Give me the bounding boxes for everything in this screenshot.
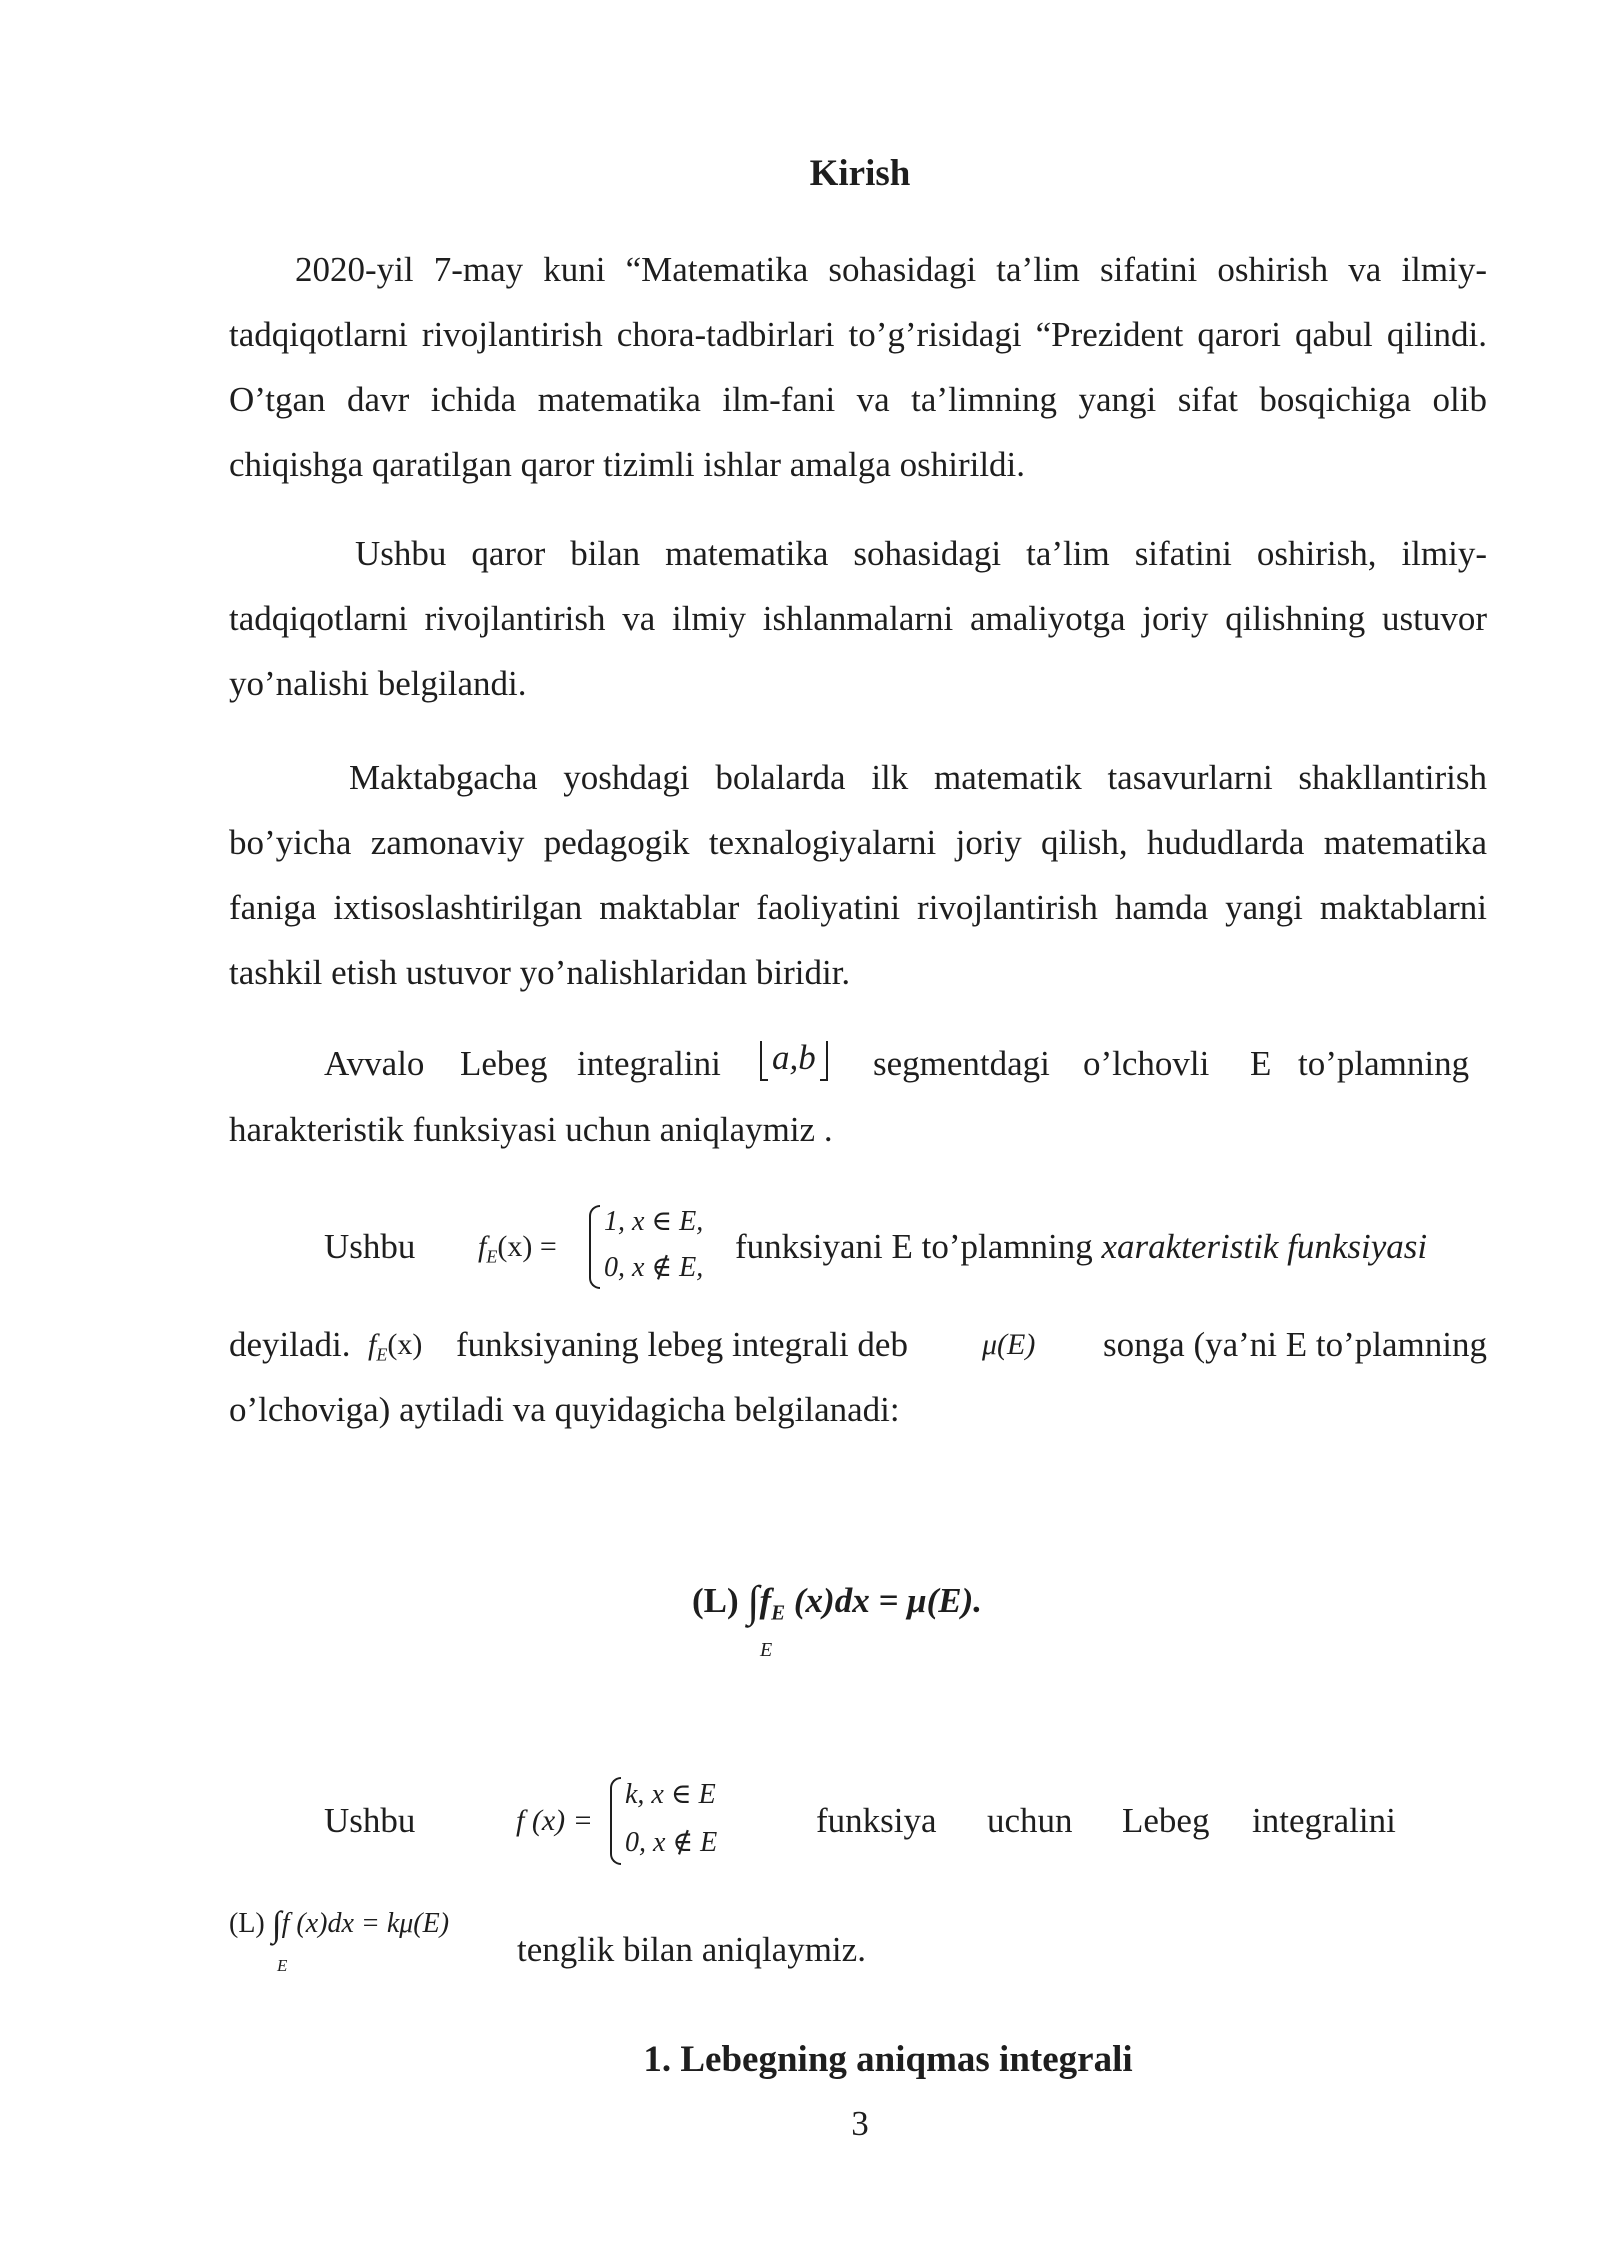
step-brace: [610, 1777, 621, 1865]
characteristic-lhs: $f_E(x)$ =: [478, 1230, 557, 1267]
paragraph-decree: [229, 237, 1487, 497]
characteristic-brace: [589, 1205, 600, 1289]
step-integral: (L) ∫f (x)dx = kμ(E): [229, 1904, 450, 1944]
step-word-lebeg: Lebeg: [1122, 1801, 1210, 1840]
characteristic-ushbu: Ushbu: [324, 1227, 416, 1266]
definition-mid: funksiyaning lebeg integrali deb: [456, 1325, 908, 1364]
step-case-2: 0, x ∉ E: [625, 1827, 718, 1858]
step-integral-sign: ∫: [271, 1904, 282, 1944]
step-case-1: k, x ∈ E: [625, 1779, 716, 1810]
step-lhs: f (x) =: [516, 1804, 593, 1837]
intro-word-olchovli: o’lchovli: [1083, 1044, 1210, 1083]
segment-formula: [760, 1038, 828, 1081]
paragraph-preschool-text: Maktabgacha yoshdagi bolalarda ilk matematik tasavurlarni shakllantirish bo’yicha zamonaviy pedagogik texnalogiyalarni joriy qilish, hududlarda matematika faniga ixtisoslashtirilgan maktablar faoliyatini rivojlantirish hamda yangi maktablarni tashkil etish ustuvor yo’nalishlaridan biridir.: [229, 758, 1487, 992]
step-word-integralini: integralini: [1252, 1801, 1396, 1840]
intro-word-integralini: integralini: [577, 1044, 721, 1083]
section-heading: 1. Lebegning aniqmas integrali: [643, 2039, 1133, 2080]
intro-word-e: E: [1250, 1044, 1272, 1083]
definition-mu: μ(E): [982, 1328, 1036, 1361]
paragraph-priority-text: Ushbu qaror bilan matematika sohasidagi ta’lim sifatini oshirish, ilmiy-tadqiqotlarni rivojlantirish va ilmiy ishlanmalarni amaliyotga joriy qilishning ustuvor yo’nalishi belgilandi.: [229, 534, 1487, 703]
page-title: Kirish: [809, 153, 911, 194]
integral-sign: ∫: [747, 1577, 760, 1626]
intro-word-toplamning: to’plamning: [1298, 1044, 1470, 1083]
formula-main: (L) $\int f_E$ (x)dx = μ(E).: [692, 1577, 983, 1626]
definition-f-symbol: $f_E(x)$: [368, 1328, 423, 1365]
lebesgue-intro-line2: harakteristik funksiyasi uchun aniqlaymiz .: [229, 1110, 833, 1149]
step-integral-lower-limit: E: [277, 1956, 288, 1975]
step-word-uchun: uchun: [987, 1801, 1073, 1840]
step-integral-text: tenglik bilan aniqlaymiz.: [517, 1930, 866, 1969]
characteristic-case-1: 1, x ∈ E,: [604, 1206, 704, 1237]
formula-main-lower-limit: E: [760, 1639, 773, 1661]
step-ushbu: Ushbu: [324, 1801, 416, 1840]
definition-end: songa (ya’ni E to’plamning: [1103, 1325, 1487, 1364]
paragraph-decree-text: 2020-yil 7-may kuni “Matematika sohasidagi ta’lim sifatini oshirish va ilmiy-tadqiqotlarni rivojlantirish chora-tadbirlari to’g’risidagi “Prezident qarori qabul qilindi. O’tgan davr ichida matematika ilm-fani va ta’limning yangi sifat bosqichiga olib chiqishga qaratilgan qaror tizimli ishlar amalga oshirildi.: [229, 250, 1487, 484]
characteristic-case-2: 0, x ∉ E,: [604, 1252, 704, 1283]
intro-word-lebeg: Lebeg: [460, 1044, 548, 1083]
step-word-funksiya: funksiya: [816, 1801, 937, 1840]
intro-word-avvalo: Avvalo: [324, 1044, 425, 1083]
page-number: 3: [851, 2104, 869, 2143]
paragraph-preschool: [229, 745, 1487, 1005]
paragraph-priority: [229, 521, 1487, 716]
definition-start: deyiladi.: [229, 1325, 351, 1364]
intro-word-segmentdagi: segmentdagi: [873, 1044, 1050, 1083]
characteristic-after: funksiyani E to’plamning xarakteristik funksiyasi: [735, 1227, 1428, 1266]
segment-endpoints: a,b: [772, 1038, 816, 1077]
definition-line2: o’lchoviga) aytiladi va quyidagicha belgilanadi:: [229, 1390, 900, 1429]
characteristic-term: xarakteristik funksiyasi: [1101, 1227, 1428, 1266]
